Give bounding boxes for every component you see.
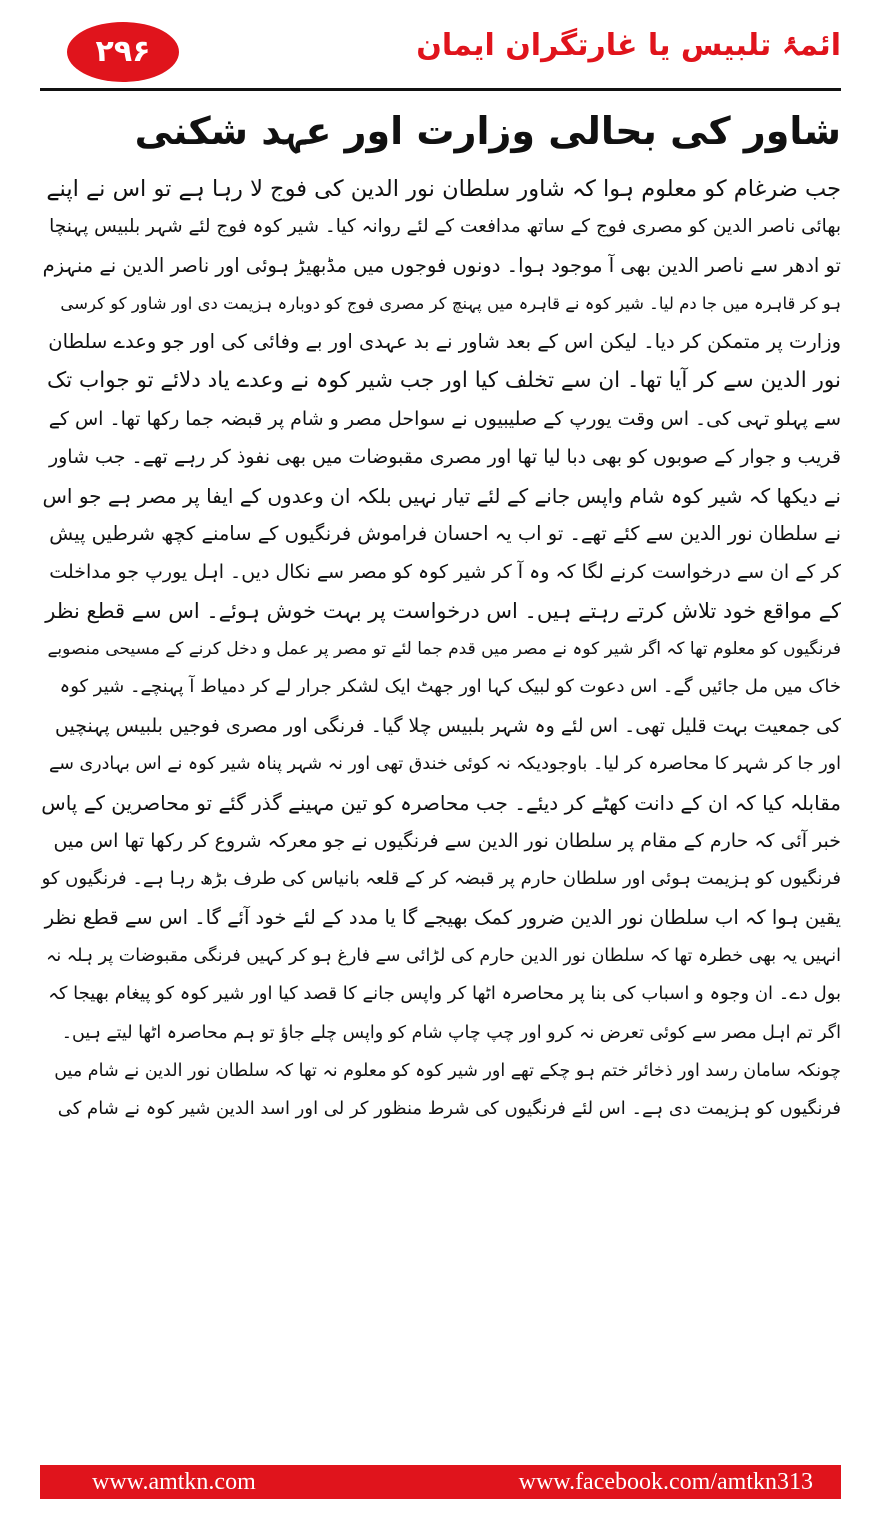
body-text xyxy=(40,170,841,1129)
body-line: جب ضرغام کو معلوم ہوا کہ شاور سلطان نور الدین کی فوج لا رہا ہے تو اس نے اپنے xyxy=(46,176,841,202)
body-line: خاک میں مل جائیں گے۔ اس دعوت کو لبیک کہا اور جھٹ ایک لشکر جرار لے کر دمیاط آ پہنچے۔ شیر کوہ xyxy=(59,676,841,698)
page-number-badge: ۲۹۶ xyxy=(67,22,179,82)
body-line: نے دیکھا کہ شیر کوہ شام واپس جانے کے لئے تیار نہیں بلکہ ان وعدوں کے ایفا پر مصر ہے جو اس xyxy=(42,483,841,508)
body-line: بھائی ناصر الدین کو مصری فوج کے ساتھ مدافعت کے لئے روانہ کیا۔ شیر کوہ فوج لئے شہر بلبیس پہنچا xyxy=(49,216,841,238)
body-line: فرنگیوں کو معلوم تھا کہ اگر شیر کوہ نے مصر میں قدم جما لئے تو مصر پر عمل و دخل کرنے کے مسیحی منصوبے xyxy=(47,639,841,660)
body-line: انہیں یہ بھی خطرہ تھا کہ سلطان نور الدین حارم کی لڑائی سے فارغ ہو کر کہیں فرنگی مقبوضات پر ہلہ نہ xyxy=(46,945,841,966)
body-line: اور جا کر شہر کا محاصرہ کر لیا۔ باوجودیکہ نہ کوئی خندق تھی اور نہ شہر پناہ شیر کوہ نے اس بہادری سے xyxy=(49,754,841,775)
body-line: وزارت پر متمکن کر دیا۔ لیکن اس کے بعد شاور نے بد عہدی اور بے وفائی کی اور جو وعدے سلطان xyxy=(48,330,841,354)
body-line: تو ادھر سے ناصر الدین بھی آ موجود ہوا۔ دونوں فوجوں میں مڈبھیڑ ہوئی اور ناصر الدین نے منہزم xyxy=(42,253,841,277)
header-divider xyxy=(40,88,841,91)
body-line: بول دے۔ ان وجوہ و اسباب کی بنا پر محاصرہ اٹھا کر واپس جانے کا قصد کیا اور شیر کوہ کو پیغام بھیجا کہ xyxy=(48,983,841,1005)
body-line: قریب و جوار کے صوبوں کو بھی دبا لیا تھا اور مصری مقبوضات میں بھی نفوذ کر رہے تھے۔ جب شاور xyxy=(48,446,841,469)
body-line: چونکہ سامان رسد اور ذخائر ختم ہو چکے تھے اور شیر کوہ کو معلوم نہ تھا کہ سلطان نور الدین نے شام میں xyxy=(54,1060,841,1081)
chapter-heading: شاور کی بحالی وزارت اور عہد شکنی xyxy=(134,109,841,153)
body-line: کر کے ان سے درخواست کرنے لگا کہ وہ آ کر شیر کوہ کو مصر سے نکال دیں۔ اہل یورپ جو مداخلت xyxy=(49,561,841,584)
body-line: ہو کر قاہرہ میں جا دم لیا۔ شیر کوہ نے قاہرہ میں پہنچ کر مصری فوج کو دوبارہ ہزیمت دی اور شاور کو کرسی xyxy=(60,294,841,314)
book-title: ائمۂ تلبیس یا غارتگران ایمان xyxy=(416,28,841,63)
footer-bar xyxy=(40,1465,841,1499)
facebook-link[interactable]: www.facebook.com/amtkn313 xyxy=(518,1469,813,1495)
body-line: اگر تم اہل مصر سے کوئی تعرض نہ کرو اور چپ چاپ شام کو واپس چلے جاؤ تو ہم محاصرہ اٹھا لیتے ہیں۔ xyxy=(61,1022,841,1043)
body-line: کے مواقع خود تلاش کرتے رہتے ہیں۔ اس درخواست پر بہت خوش ہوئے۔ اس سے قطع نظر xyxy=(45,598,841,623)
body-line: مقابلہ کیا کہ ان کے دانت کھٹے کر دیئے۔ جب محاصرہ کو تین مہینے گذر گئے تو محاصرین کے پاس xyxy=(41,790,841,815)
website-link[interactable]: www.amtkn.com xyxy=(92,1469,256,1495)
body-line: نور الدین سے کر آیا تھا۔ ان سے تخلف کیا اور جب شیر کوہ نے وعدے یاد دلائے تو جواب تک xyxy=(46,367,841,393)
body-line: فرنگیوں کو ہزیمت دی ہے۔ اس لئے فرنگیوں کی شرط منظور کر لی اور اسد الدین شیر کوہ نے شام کی xyxy=(57,1098,841,1120)
body-line: یقین ہوا کہ اب سلطان نور الدین ضرور کمک بھیجے گا یا مدد کے لئے خود آئے گا۔ اس سے قطع نظر xyxy=(44,905,841,929)
page-header xyxy=(40,18,841,86)
body-line: خبر آئی کہ حارم کے مقام پر سلطان نور الدین سے فرنگیوں نے جو معرکہ شروع کر رکھا تھا اس میں xyxy=(53,829,841,852)
body-line: فرنگیوں کو ہزیمت ہوئی اور سلطان حارم پر قبضہ کر کے قلعہ بانیاس کی طرف بڑھ رہا ہے۔ فرنگیوں کو xyxy=(41,868,841,890)
body-line: کی جمعیت بہت قلیل تھی۔ اس لئے وہ شہر بلبیس چلا گیا۔ فرنگی اور مصری فوجیں بلبیس پہنچیں xyxy=(55,714,841,737)
body-line: سے پہلو تہی کی۔ اس وقت یورپ کے صلیبیوں نے سواحل مصر و شام پر قبضہ جما رکھا تھا۔ اس کے xyxy=(48,408,841,431)
body-line: نے سلطان نور الدین سے کئے تھے۔ تو اب یہ احسان فراموش فرنگیوں کے سامنے کچھ شرطیں پیش xyxy=(49,522,841,546)
